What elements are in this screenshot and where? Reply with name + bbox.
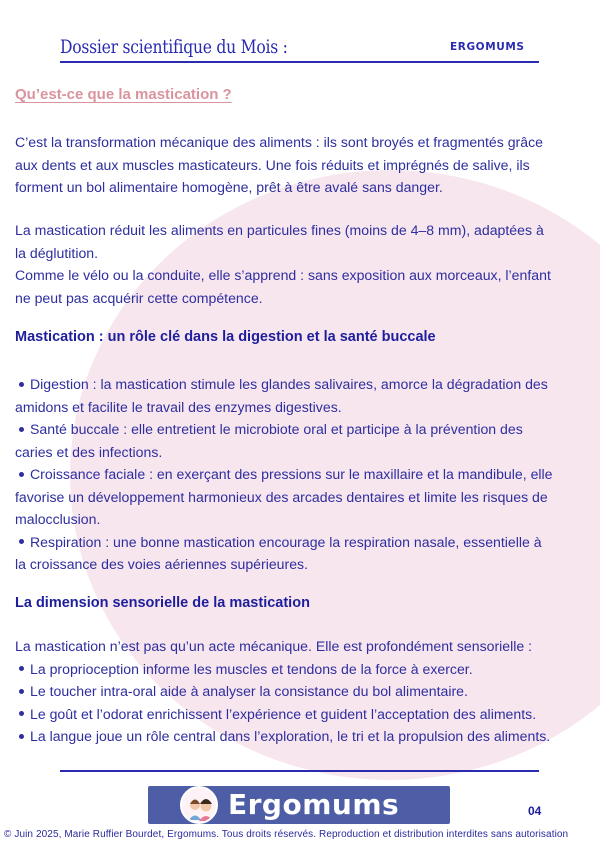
list-item: [15, 418, 585, 463]
footer-divider: [60, 770, 539, 772]
text-line: aux dents et aux muscles masticateurs. Une fois réduits et imprégnés de salive, ils: [15, 156, 530, 173]
page-header: [60, 36, 540, 62]
paragraph-definition: [15, 131, 585, 199]
bullet-text-continued: la croissance des voies aériennes supérieures.: [15, 556, 308, 572]
bullet-list-sensory: [15, 635, 585, 748]
bullet-text: Croissance faciale : en exerçant des pressions sur le maxillaire et la mandibule, elle: [30, 466, 553, 482]
bullet-text: Le goût et l’odorat enrichissent l’expérience et guident l’acceptation des aliments.: [30, 705, 537, 722]
brand-banner: [148, 786, 450, 824]
paragraph-deglutition: [15, 219, 585, 309]
list-item: [15, 373, 585, 418]
list-item: [15, 725, 585, 748]
page-number: 04: [528, 804, 542, 818]
list-item: [15, 463, 585, 531]
logo-icon: [180, 786, 218, 824]
bullet-icon: [19, 472, 24, 477]
list-item: [15, 703, 585, 726]
list-item: [15, 658, 585, 681]
bullet-text: Digestion : la mastication stimule les glandes salivaires, amorce la dégradation des: [30, 376, 548, 392]
section-heading-role: Mastication : un rôle clé dans la digestion et la santé buccale: [15, 329, 436, 345]
bullet-icon: [19, 382, 24, 387]
bullet-icon: [19, 711, 24, 716]
text-line: La mastication réduit les aliments en particules fines (moins de 4–8 mm), adaptées à: [15, 222, 544, 238]
bullet-icon: [19, 427, 24, 432]
header-title: Dossier scientifique du Mois :: [60, 36, 288, 58]
bullet-icon: [19, 734, 24, 739]
bullet-icon: [19, 689, 24, 694]
bullet-text-continued: favorise un développement harmonieux des arcades dentaires et limite les risques de: [15, 488, 548, 505]
bullet-icon: [19, 666, 24, 671]
list-item: [15, 680, 585, 703]
bullet-text: Le toucher intra-oral aide à analyser la consistance du bol alimentaire.: [30, 683, 468, 699]
copyright-notice: © Juin 2025, Marie Ruffier Bourdet, Ergomums. Tous droits réservés. Reproduction et distribution interdites sans autorisation: [4, 829, 569, 840]
banner-brand-text: Ergomums: [228, 788, 400, 821]
bullet-text: Santé buccale : elle entretient le microbiote oral et participe à la prévention des: [30, 421, 523, 437]
list-item: [15, 531, 585, 576]
text-line: ne peut pas acquérir cette compétence.: [15, 289, 263, 306]
text-line: forment un bol alimentaire homogène, prêt à être avalé sans danger.: [15, 179, 443, 195]
header-divider: [60, 61, 539, 63]
bullet-text: La proprioception informe les muscles et tendons de la force à exercer.: [30, 660, 473, 677]
bullet-icon: [19, 539, 24, 544]
text-line: C’est la transformation mécanique des aliments : ils sont broyés et fragmentés grâce: [15, 134, 543, 150]
section-heading-mastication: Qu’est-ce que la mastication ?: [15, 86, 232, 103]
bullet-text: La langue joue un rôle central dans l’exploration, le tri et la propulsion des aliments.: [30, 728, 551, 744]
bullet-text-continued: amidons et facilite le travail des enzymes digestives.: [15, 398, 342, 415]
bullet-text-continued: caries et des infections.: [15, 443, 163, 460]
text-line: Comme le vélo ou la conduite, elle s’apprend : sans exposition aux morceaux, l’enfant: [15, 267, 551, 283]
bullet-text: Respiration : une bonne mastication encourage la respiration nasale, essentielle à: [30, 533, 542, 550]
section-heading-sensory: La dimension sensorielle de la mastication: [15, 595, 310, 611]
header-brand: ERGOMUMS: [450, 41, 525, 53]
bullet-text-continued: malocclusion.: [15, 511, 101, 527]
sensory-intro: La mastication n’est pas qu’un acte mécanique. Elle est profondément sensorielle :: [15, 638, 533, 654]
text-line: la déglutition.: [15, 244, 99, 261]
bullet-list-roles: [15, 373, 585, 576]
